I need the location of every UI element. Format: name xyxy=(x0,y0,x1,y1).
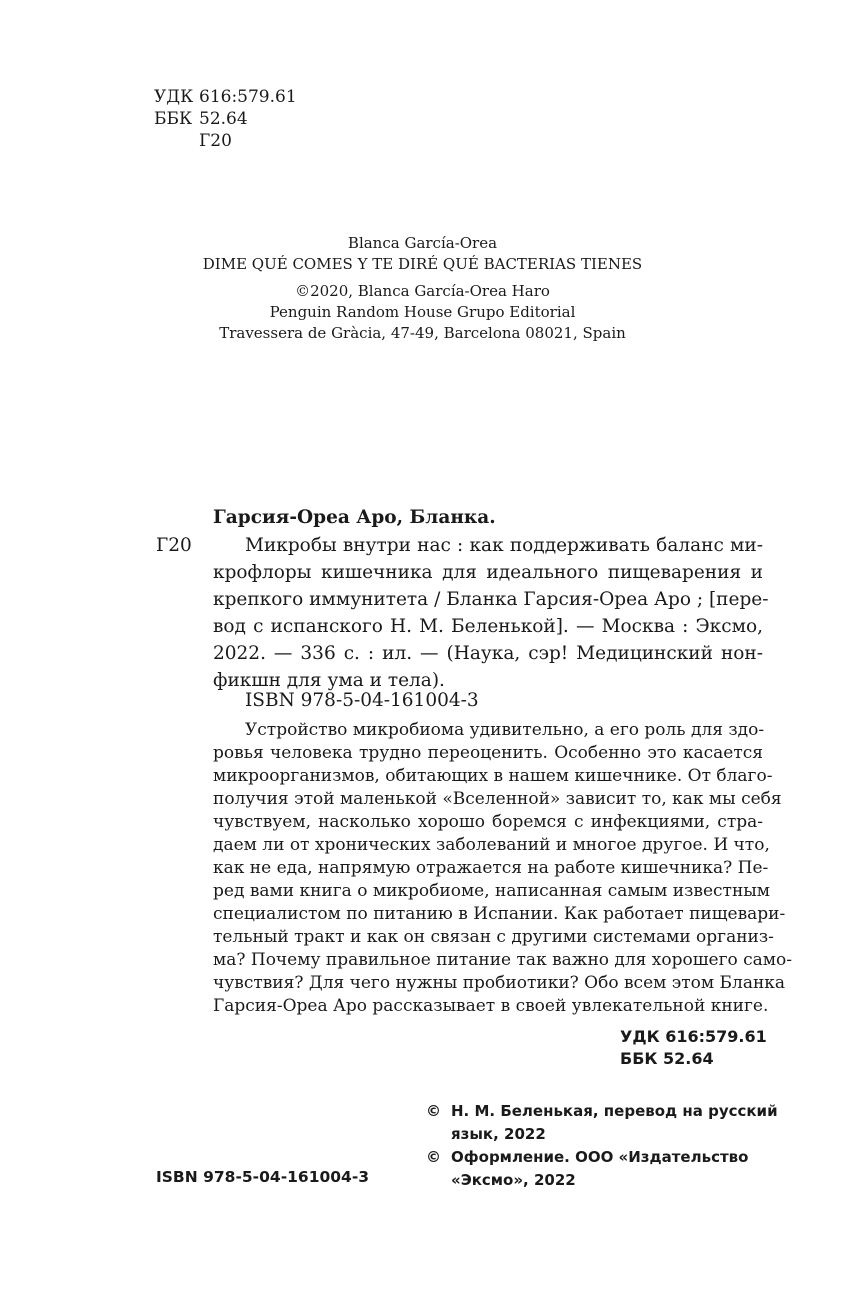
entry-description-line: 2022. — 336 с. : ил. — (Наука, сэр! Медицинский нон- xyxy=(213,643,763,664)
entry-author: Гарсия-Ореа Аро, Бланка. xyxy=(213,507,496,528)
entry-isbn: ISBN 978-5-04-161004-3 xyxy=(245,690,479,711)
bottom-bbk: ББК 52.64 xyxy=(620,1049,714,1068)
annotation-line: даем ли от хронических заболеваний и многое другое. И что, xyxy=(213,835,770,855)
classification-codes xyxy=(154,86,297,152)
annotation-line: ма? Почему правильное питание так важно для хорошего само- xyxy=(213,950,793,970)
annotation-line: ровья человека трудно переоценить. Особенно это касается xyxy=(213,743,763,763)
annotation-line: специалистом по питанию в Испании. Как работает пищевари- xyxy=(213,904,786,924)
copyright-symbol: © xyxy=(426,1102,441,1120)
annotation-line: ред вами книга о микробиоме, написанная самым известным xyxy=(213,881,771,901)
entry-index: Г20 xyxy=(156,535,192,556)
copyright-design xyxy=(426,1146,748,1192)
original-edition-info xyxy=(0,233,845,344)
copyright-text: Оформление. ООО «Издательство xyxy=(451,1148,749,1166)
copyright-text: «Эксмо», 2022 xyxy=(451,1171,576,1189)
annotation-line: получия этой маленькой «Вселенной» зависит то, как мы себя xyxy=(213,789,782,809)
bottom-classification-codes xyxy=(620,1026,767,1070)
annotation-line: чувствуем, насколько хорошо боремся с инфекциями, стра- xyxy=(213,812,763,832)
copyright-text: язык, 2022 xyxy=(451,1125,546,1143)
annotation-line: Гарсия-Ореа Аро рассказывает в своей увлекательной книге. xyxy=(213,996,769,1016)
entry-description-line: Микробы внутри нас : как поддерживать баланс ми- xyxy=(245,535,763,556)
bbk-row xyxy=(154,108,297,130)
bottom-udk: УДК 616:579.61 xyxy=(620,1027,767,1046)
annotation-line: чувствия? Для чего нужны пробиотики? Обо всем этом Бланка xyxy=(213,973,786,993)
annotation-line: Устройство микробиома удивительно, а его роль для здо- xyxy=(245,720,765,740)
copyright-symbol: © xyxy=(426,1148,441,1166)
copyright-text: Н. М. Беленькая, перевод на русский xyxy=(451,1102,778,1120)
entry-description-line: вод с испанского Н. М. Беленькой]. — Москва : Эксмо, xyxy=(213,616,763,637)
annotation-line: тельный тракт и как он связан с другими системами организ- xyxy=(213,927,774,947)
annotation-line: микроорганизмов, обитающих в нашем кишечнике. От благо- xyxy=(213,766,773,786)
original-publisher: Penguin Random House Grupo Editorial xyxy=(269,303,576,321)
entry-description-line: крофлоры кишечника для идеального пищеварения и xyxy=(213,562,763,583)
author-index-row xyxy=(154,130,297,152)
original-title: DIME QUÉ COMES Y TE DIRÉ QUÉ BACTERIAS TIENES xyxy=(202,255,643,273)
original-copyright: ©2020, Blanca García-Orea Haro xyxy=(295,282,550,300)
udk-value: 616:579.61 xyxy=(199,87,297,107)
entry-description-line: крепкого иммунитета / Бланка Гарсия-Ореа Аро ; [пере- xyxy=(213,589,769,610)
author-index: Г20 xyxy=(199,131,232,151)
bbk-label: ББК xyxy=(154,109,193,129)
copyright-translation xyxy=(426,1100,778,1146)
original-author: Blanca García-Orea xyxy=(347,234,498,252)
udk-row xyxy=(154,86,297,108)
udk-label: УДК xyxy=(154,87,194,107)
bottom-isbn: ISBN 978-5-04-161004-3 xyxy=(156,1168,370,1186)
annotation-line: как не еда, напрямую отражается на работе кишечника? Пе- xyxy=(213,858,769,878)
original-address: Travessera de Gràcia, 47-49, Barcelona 08021, Spain xyxy=(219,324,626,342)
bbk-value: 52.64 xyxy=(199,109,248,129)
entry-description-line: фикшн для ума и тела). xyxy=(213,670,445,691)
